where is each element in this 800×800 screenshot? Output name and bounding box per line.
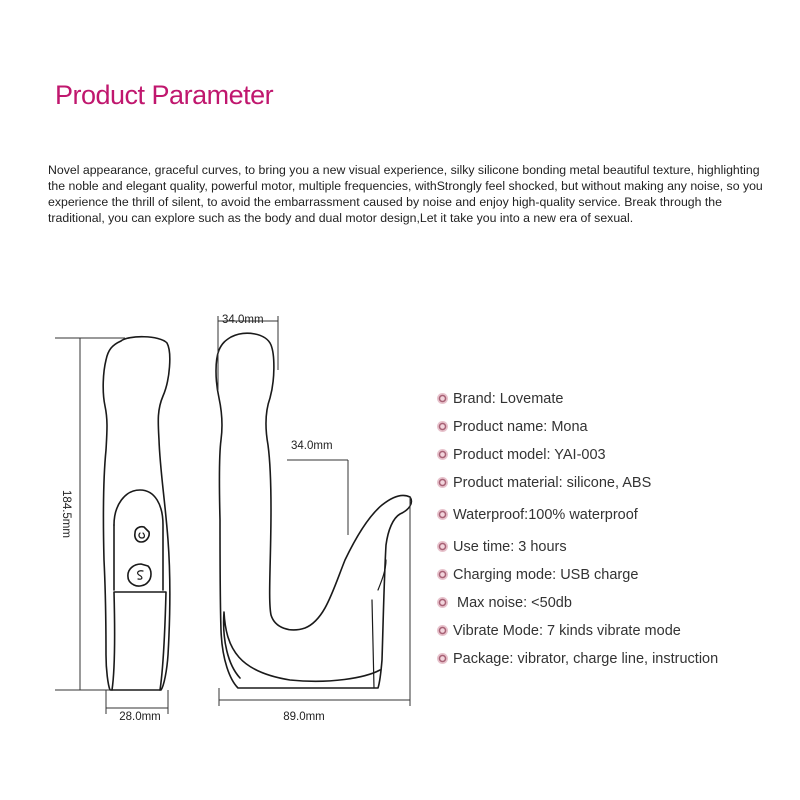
spec-text: Charging mode: USB charge	[453, 566, 639, 583]
spec-item-product-name	[437, 417, 718, 436]
circle-bullet-icon	[437, 541, 448, 552]
spec-item-waterproof	[437, 505, 718, 524]
spec-item-product-model	[437, 445, 718, 464]
spec-text: Max noise: <50db	[453, 594, 572, 611]
spec-item-max-noise	[437, 593, 718, 612]
front-view-base-panel	[112, 592, 166, 690]
power-button-icon	[135, 527, 149, 542]
specification-list	[437, 389, 718, 668]
spec-text: Product model: YAI-003	[453, 446, 606, 463]
circle-bullet-icon	[437, 653, 448, 664]
top-width-left-label: 34.0mm	[222, 314, 264, 326]
spec-text: Package: vibrator, charge line, instruction	[453, 650, 719, 667]
spec-text: Waterproof:100% waterproof	[453, 506, 638, 523]
spec-item-material	[437, 473, 718, 492]
circle-bullet-icon	[437, 477, 448, 488]
circle-bullet-icon	[437, 625, 448, 636]
spec-text: Product material: silicone, ABS	[453, 474, 652, 491]
spec-item-use-time	[437, 537, 718, 556]
height-dimension-label: 184.5mm	[60, 490, 72, 538]
spec-item-package	[437, 649, 718, 668]
side-view-base-panel	[224, 612, 380, 681]
circle-bullet-icon	[437, 569, 448, 580]
product-description: Novel appearance, graceful curves, to bring you a new visual experience, silky silicone bonding metal beautiful texture, highlighting the noble and elegant quality, powerful motor, multiple frequencies, withStrongly feel shocked, but without making any noise, so you experience the thrill of silent, to avoid the embarrassment caused by noise and enjoy high-quality service. Break through the traditional, you can explore such as the body and dual motor design,Let it take you into a new era of sexual.	[48, 163, 763, 225]
top-width-right-label: 34.0mm	[291, 440, 333, 452]
base-width-label: 28.0mm	[119, 711, 161, 723]
circle-bullet-icon	[437, 449, 448, 460]
circle-bullet-icon	[437, 421, 448, 432]
spec-item-vibrate-mode	[437, 621, 718, 640]
front-view-outline	[103, 337, 170, 690]
page-title: Product Parameter	[55, 80, 274, 110]
spec-text: Product name: Mona	[453, 418, 588, 435]
spec-text: Brand: Lovemate	[453, 390, 564, 407]
circle-bullet-icon	[437, 509, 448, 520]
spec-item-brand	[437, 389, 718, 408]
circle-bullet-icon	[437, 597, 448, 608]
circle-bullet-icon	[437, 393, 448, 404]
side-view-outline	[216, 333, 411, 688]
total-length-label: 89.0mm	[283, 711, 325, 723]
spec-text: Use time: 3 hours	[453, 538, 567, 555]
spec-text: Vibrate Mode: 7 kinds vibrate mode	[453, 622, 681, 639]
spec-item-charging-mode	[437, 565, 718, 584]
